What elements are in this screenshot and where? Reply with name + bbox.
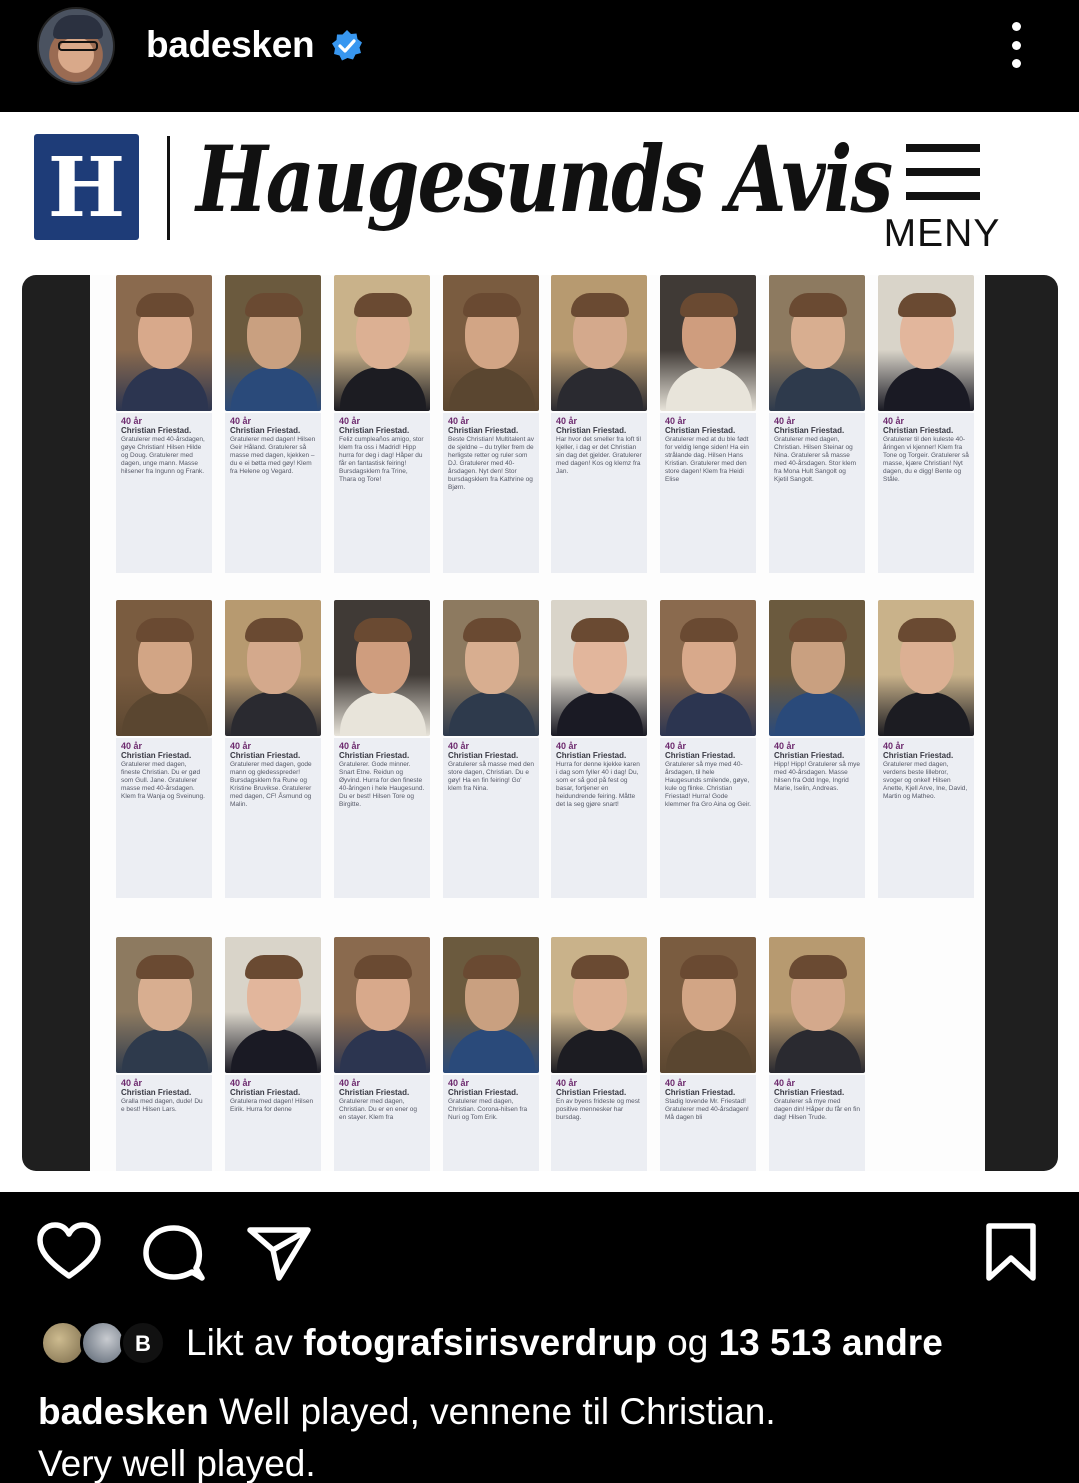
likes-user-link[interactable]: fotografsirisverdrup: [303, 1322, 657, 1363]
greeting-photo: [769, 937, 865, 1073]
comment-icon[interactable]: [142, 1222, 208, 1282]
greeting-age: 40 år: [339, 416, 361, 426]
greeting-age: 40 år: [883, 416, 905, 426]
greeting-photo: [660, 937, 756, 1073]
post-image[interactable]: [0, 112, 1079, 1192]
likes-conjunction: og: [667, 1322, 709, 1363]
greeting-caption: [878, 413, 974, 573]
caption-text-line1: Well played, vennene til Christian.: [218, 1391, 776, 1432]
caption-username[interactable]: badesken: [38, 1391, 209, 1432]
greeting-name: Christian Friestad.: [230, 1088, 301, 1097]
newspaper-logo-icon: [34, 134, 139, 240]
greeting-age: 40 år: [556, 416, 578, 426]
greeting-caption: [334, 738, 430, 898]
newspaper-clipping-frame: [22, 275, 1058, 1171]
greeting-message: Gratulerer med dagen, Christian. Du er en ener og en stayer. Klem fra: [339, 1098, 418, 1121]
greeting-photo: [116, 275, 212, 411]
greeting-name: Christian Friestad.: [339, 751, 410, 760]
greeting-message: Gratulerer med dagen! Hilsen Geir Håland. Gratulerer så masse med dagen, kjekken – du e ei bøtta med gøy! Klem fra Helene og Vegard.: [230, 436, 316, 475]
greeting-message: En av byens frideste og mest positive mennesker har bursdag.: [556, 1098, 640, 1121]
greeting-photo: [769, 275, 865, 411]
greeting-age: 40 år: [556, 741, 578, 751]
greeting-name: Christian Friestad.: [121, 1088, 192, 1097]
greeting-caption: [116, 1075, 212, 1171]
greeting-age: 40 år: [665, 741, 687, 751]
post-actions: [0, 1192, 1079, 1312]
greeting-age: 40 år: [883, 741, 905, 751]
newspaper-menu-label: MENY: [883, 212, 1001, 255]
greeting-age: 40 år: [121, 741, 143, 751]
greeting-caption: [660, 1075, 756, 1171]
greeting-caption: [443, 738, 539, 898]
greeting-message: Gratulerer med 40-årsdagen, gøye Christian! Hilsen Hilde og Doug. Gratulerer med dagen, unge mann. Masse hilsener fra Ingunn og Frank.: [121, 436, 205, 475]
likes-count-link[interactable]: 13 513 andre: [718, 1322, 943, 1363]
greeting-message: Har hvor det smeller fra loft til kjeller, i dag er det Christian sin dag det gjelder. Gratulerer med dagen! Kos og klemz fra Jan.: [556, 436, 642, 475]
greeting-name: Christian Friestad.: [230, 751, 301, 760]
avatar-cap-shape: [53, 15, 103, 39]
greeting-caption: [443, 413, 539, 573]
greeting-photo: [660, 275, 756, 411]
greeting-name: Christian Friestad.: [883, 426, 954, 435]
greeting-photo: [334, 600, 430, 736]
share-icon[interactable]: [246, 1222, 312, 1282]
greeting-caption: [334, 413, 430, 573]
greeting-photo: [116, 937, 212, 1073]
greeting-age: 40 år: [121, 1078, 143, 1088]
post-header: [0, 0, 1079, 112]
greeting-age: 40 år: [774, 741, 796, 751]
hamburger-icon: [906, 192, 980, 200]
greeting-age: 40 år: [230, 416, 252, 426]
greeting-name: Christian Friestad.: [230, 426, 301, 435]
greeting-message: Gratulerer med dagen, gode mann og gledesspreder! Bursdagsklem fra Rune og Kristine Bruvikse. Gratulerer med dagen, CF! Åsmund og Malin.: [230, 761, 312, 808]
greeting-caption: [116, 738, 212, 898]
greeting-photo: [878, 275, 974, 411]
greeting-name: Christian Friestad.: [556, 751, 627, 760]
greeting-age: 40 år: [665, 416, 687, 426]
greeting-message: Gratulerer med dagen, Christian. Hilsen Steinar og Nina. Gratulerer så masse med 40-årsdagen. Stor klem fra Mona Hult Sangolt og Kjetil Sangolt.: [774, 436, 857, 483]
greeting-age: 40 år: [121, 416, 143, 426]
greeting-name: Christian Friestad.: [665, 426, 736, 435]
greeting-name: Christian Friestad.: [883, 751, 954, 760]
greeting-caption: [769, 738, 865, 898]
greeting-age: 40 år: [448, 416, 470, 426]
greeting-message: Feliz cumpleaños amigo, stor klem fra oss i Madrid! Hipp hurra for deg i dag! Håper du får en fantastisk feiring! Bursdagsklem fra Trine, Thara og Tore!: [339, 436, 424, 483]
greeting-photo: [225, 600, 321, 736]
greeting-photo: [878, 600, 974, 736]
greeting-photo: [443, 937, 539, 1073]
newspaper-title: Haugesunds Avis: [196, 126, 892, 233]
greeting-message: Hurra for denne kjekke karen i dag som fyller 40 i dag! Du, som er så god på fest og basar, fortjener en heidundrende feiring. Måtte det la seg gjøre snart!: [556, 761, 640, 808]
liker-avatar-letter: B: [135, 1331, 151, 1356]
greeting-message: Gralla med dagen, dude! Du e best! Hilsen Lars.: [121, 1098, 203, 1113]
greeting-message: Gratulerer så masse med den store dagen, Christian. Du e gøy! Ha en fin feiring! Go' klem fra Nina.: [448, 761, 534, 792]
greeting-age: 40 år: [448, 1078, 470, 1088]
likes-row[interactable]: [40, 1318, 1040, 1370]
greeting-name: Christian Friestad.: [339, 426, 410, 435]
greeting-age: 40 år: [556, 1078, 578, 1088]
hamburger-icon: [906, 144, 980, 152]
greeting-caption: [551, 413, 647, 573]
greeting-message: Gratulerer med dagen, verdens beste lillebror, svoger og onkel! Hilsen Anette, Kjell Arve, Ine, David, Martin og Matheo.: [883, 761, 968, 800]
greeting-photo: [769, 600, 865, 736]
greeting-name: Christian Friestad.: [448, 426, 519, 435]
greeting-age: 40 år: [339, 741, 361, 751]
greeting-age: 40 år: [774, 1078, 796, 1088]
bookmark-icon[interactable]: [980, 1222, 1042, 1282]
greeting-message: Gratulerer til den kuleste 40-åringen vi kjenner! Klem fra Tone og Torgeir. Gratulerer så masse, kjære Christian! Nyt dagen, du e digg! Bente og Ståle.: [883, 436, 969, 483]
likes-text[interactable]: [186, 1322, 943, 1364]
post-username[interactable]: badesken: [146, 24, 315, 65]
greeting-name: Christian Friestad.: [556, 426, 627, 435]
greeting-photo: [334, 937, 430, 1073]
greeting-photo: [225, 937, 321, 1073]
greeting-name: Christian Friestad.: [665, 751, 736, 760]
greeting-message: Hipp! Hipp! Gratulerer så mye med 40-årsdagen. Masse hilsen fra Odd Inge, Ingrid Marie, Iselin, Andreas.: [774, 761, 860, 792]
avatar-glasses-shape: [58, 41, 98, 51]
post-caption: [38, 1386, 1058, 1483]
greeting-message: Gratulerer så mye med 40-årsdagen, til hele Haugesunds smilende, gøye, kule og flinke. Christian Friestad! Hurra! Gode klemmer fra Gro Aina og Geir.: [665, 761, 751, 808]
greeting-message: Stadig lovende Mr. Friestad! Gratulerer med 40-årsdagen! Må dagen bli: [665, 1098, 749, 1121]
greeting-name: Christian Friestad.: [448, 1088, 519, 1097]
greeting-name: Christian Friestad.: [774, 426, 845, 435]
greeting-message: Gratulerer så mye med dagen din! Håper du får en fin dag! Hilsen Trude.: [774, 1098, 861, 1121]
greeting-name: Christian Friestad.: [448, 751, 519, 760]
greeting-photo: [551, 937, 647, 1073]
greeting-photo: [116, 600, 212, 736]
greeting-age: 40 år: [448, 741, 470, 751]
greeting-caption: [551, 738, 647, 898]
greeting-caption: [225, 738, 321, 898]
caption-text-line2: Very well played.: [38, 1443, 316, 1483]
heart-icon[interactable]: [36, 1222, 102, 1282]
hamburger-icon: [906, 168, 980, 176]
greeting-name: Christian Friestad.: [774, 751, 845, 760]
greeting-name: Christian Friestad.: [121, 751, 192, 760]
greeting-caption: [769, 1075, 865, 1171]
greeting-age: 40 år: [774, 416, 796, 426]
greeting-message: Gratulerer med dagen, Christian. Corona-hilsen fra Nuri og Tom Erik.: [448, 1098, 528, 1121]
greeting-name: Christian Friestad.: [121, 426, 192, 435]
greeting-name: Christian Friestad.: [774, 1088, 845, 1097]
likes-prefix: Likt av: [186, 1322, 293, 1363]
greeting-name: Christian Friestad.: [556, 1088, 627, 1097]
greeting-photo: [551, 600, 647, 736]
greeting-caption: [443, 1075, 539, 1171]
greeting-caption: [225, 413, 321, 573]
greeting-age: 40 år: [230, 1078, 252, 1088]
greeting-photo: [225, 275, 321, 411]
more-options-icon[interactable]: [1005, 22, 1027, 68]
liker-avatar: [120, 1320, 166, 1366]
profile-avatar[interactable]: [37, 7, 115, 85]
newspaper-menu: [880, 138, 1004, 258]
greeting-caption: [660, 413, 756, 573]
greeting-photo: [551, 275, 647, 411]
greeting-message: Gratulerer med at du ble født for veldig lenge siden! Ha ein strålande dag. Hilsen Hans Kristian. Gratulerer med den store dagen! Klem fra Heidi Elise: [665, 436, 749, 483]
greeting-photo: [660, 600, 756, 736]
greeting-photo: [443, 600, 539, 736]
greeting-name: Christian Friestad.: [339, 1088, 410, 1097]
greeting-age: 40 år: [665, 1078, 687, 1088]
greeting-message: Gratulerer med dagen, fineste Christian. Du er gød som Gull. Jane. Gratulerer masse med 40-årsdagen. Klem fra Wanja og Sveinung.: [121, 761, 205, 800]
greeting-age: 40 år: [230, 741, 252, 751]
verified-badge-icon: [329, 28, 365, 64]
greeting-caption: [660, 738, 756, 898]
greeting-photo: [443, 275, 539, 411]
greeting-message: Gratulerer. Gode minner. Snart Etne. Reidun og Øyvind. Hurra for den fineste 40-åringen i hele Haugesund. Du er best! Hilsen Tore og Birgitte.: [339, 761, 425, 808]
greeting-age: 40 år: [339, 1078, 361, 1088]
greeting-photo: [334, 275, 430, 411]
greeting-message: Beste Christian! Multitalent av de sjeldne – du tryller frem de herligste retter og ruler som DJ. Gratulerer med 40-årsdagen. Nyt den! Stor bursdagsklem fra Kathrine og Bjørn.: [448, 436, 534, 491]
greeting-message: Gratulera med dagen! Hilsen Eirik. Hurra for denne: [230, 1098, 314, 1113]
greeting-caption: [878, 738, 974, 898]
greeting-caption: [551, 1075, 647, 1171]
greeting-caption: [225, 1075, 321, 1171]
greeting-name: Christian Friestad.: [665, 1088, 736, 1097]
greeting-caption: [116, 413, 212, 573]
newspaper-logo-letter: H: [47, 140, 126, 236]
greeting-caption: [334, 1075, 430, 1171]
newspaper-clipping: [90, 275, 985, 1171]
logo-divider: [167, 136, 170, 240]
greeting-caption: [769, 413, 865, 573]
